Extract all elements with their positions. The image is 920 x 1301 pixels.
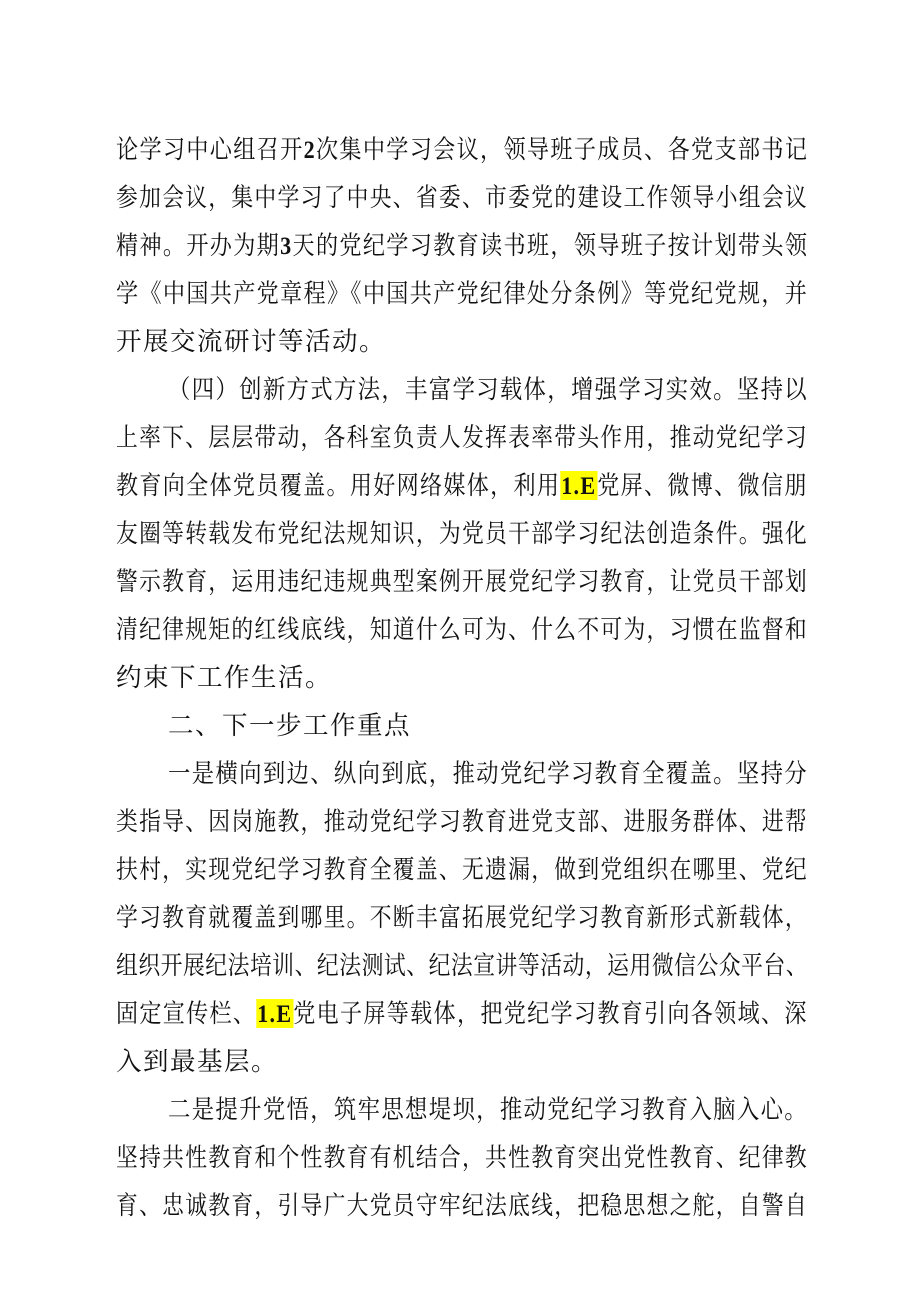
text-line [116, 951, 808, 981]
highlighted-text: 1.E [561, 471, 597, 500]
text-segment: 友圈等转载发布党纪法规知识，为党员干部学习纪法创造条件。强化 [116, 519, 808, 549]
number-text: 3 [280, 231, 293, 260]
heading-text: 二、下一步工作重点 [168, 711, 412, 741]
text-segment: 党屏、微博、微信朋 [597, 471, 808, 501]
text-segment: 教育向全体党员覆盖。用好网络媒体，利用 [116, 471, 561, 501]
text-line [116, 567, 808, 597]
text-segment: 入到最基层。 [116, 1047, 279, 1077]
text-line [116, 183, 808, 213]
text-line [168, 375, 808, 405]
text-line [168, 1095, 808, 1125]
text-line [116, 279, 808, 309]
text-line [116, 135, 808, 165]
text-segment: 警示教育，运用违纪违规典型案例开展党纪学习教育，让党员干部划 [116, 567, 808, 597]
text-line [168, 759, 808, 789]
text-segment: 二是提升党悟，筑牢思想堤坝，推动党纪学习教育入脑入心。 [168, 1095, 809, 1125]
text-segment: 上率下、层层带动，各科室负责人发挥表率带头作用，推动党纪学习 [116, 423, 808, 453]
text-line [116, 519, 808, 549]
text-segment: 固定宣传栏、 [116, 999, 257, 1029]
text-segment: 约束下工作生活。 [116, 663, 333, 693]
number-text: 2 [303, 135, 316, 164]
text-segment: 学习教育就覆盖到哪里。不断丰富拓展党纪学习教育新形式新载体， [116, 903, 808, 933]
text-segment: 一是横向到边、纵向到底，推动党纪学习教育全覆盖。坚持分 [168, 759, 809, 789]
text-line [116, 855, 808, 885]
text-line [116, 1191, 808, 1221]
text-line [116, 663, 332, 693]
text-line [116, 423, 808, 453]
text-segment: 扶村，实现党纪学习教育全覆盖、无遗漏，做到党组织在哪里、党纪 [116, 855, 808, 885]
text-segment: 次集中学习会议，领导班子成员、各党支部书记 [315, 135, 809, 165]
text-line [116, 327, 386, 357]
text-segment: （四）创新方式方法，丰富学习载体，增强学习实效。坚持以 [168, 375, 809, 405]
text-segment: 组织开展纪法培训、纪法测试、纪法宣讲等活动，运用微信公众平台、 [116, 951, 809, 981]
text-segment: 清纪律规矩的红线底线，知道什么可为、什么不可为，习惯在监督和 [116, 615, 808, 645]
text-segment: 育、忠诚教育，引导广大党员守牢纪法底线，把稳思想之舵，自警自 [116, 1191, 808, 1221]
text-line [116, 471, 808, 501]
text-line [116, 999, 808, 1029]
text-segment: 学《中国共产党章程》《中国共产党纪律处分条例》等党纪党规，并 [116, 279, 809, 309]
text-segment: 天的党纪学习教育读书班，领导班子按计划带头领 [292, 231, 809, 261]
text-line [116, 903, 808, 933]
text-segment: 开展交流研讨等活动。 [116, 327, 387, 357]
text-line [116, 615, 808, 645]
text-line [116, 807, 808, 837]
text-line [116, 231, 808, 261]
text-segment: 论学习中心组召开 [116, 135, 304, 165]
text-segment: 参加会议，集中学习了中央、省委、市委党的建设工作领导小组会议 [116, 183, 808, 213]
text-segment: 精神。开办为期 [116, 231, 281, 261]
text-line [116, 1143, 808, 1173]
text-segment: 类指导、因岗施教，推动党纪学习教育进党支部、进服务群体、进帮 [116, 807, 808, 837]
highlighted-text: 1.E [257, 999, 293, 1028]
text-line [116, 1047, 278, 1077]
text-segment: 党电子屏等载体，把党纪学习教育引向各领域、深 [293, 999, 808, 1029]
section-heading [168, 711, 411, 741]
text-segment: 坚持共性教育和个性教育有机结合，共性教育突出党性教育、纪律教 [116, 1143, 808, 1173]
